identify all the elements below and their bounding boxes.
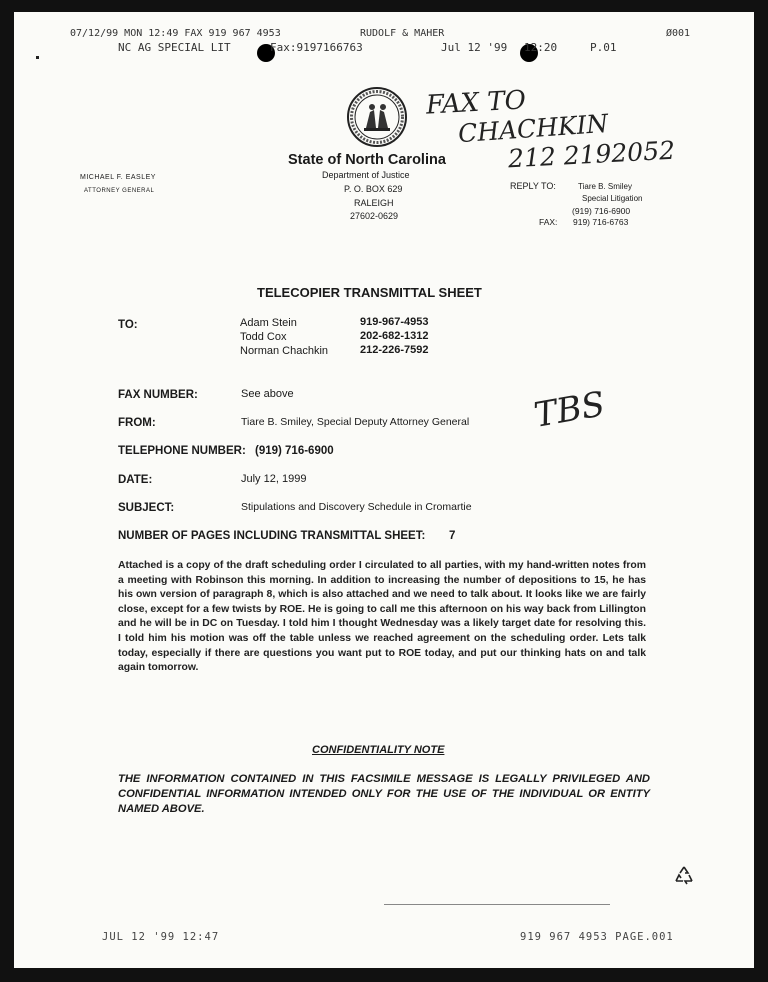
- recipient-name: Todd Cox: [240, 331, 287, 343]
- telephone-value: (919) 716-6900: [255, 445, 334, 457]
- attorney-general-name: MICHAEL F. EASLEY: [80, 174, 156, 181]
- message-body: Attached is a copy of the draft scheduling order I circulated to all parties, with my hand-written notes from a meeting with Robinson this morning. In addition to increasing the number of depositions to 15, he has his own version of paragraph 8, which is also attached and we need to talk about. It looks like we are fairly close, except for a few twists by ROE. He is going to call me this afternoon on his way back from Lillington and he will be in DC on Tuesday. I told him I thought Wednesday was a likely target date for resolving this. I told him his motion was off the table unless we reached agreement on the scheduling order. Lets talk today, especially if there are questions you want put to ROE today, and put our thinking hats on and talk again tomorrow.: [118, 560, 646, 674]
- confidentiality-heading: CONFIDENTIALITY NOTE: [312, 744, 445, 756]
- reply-to-name: Tiare B. Smiley: [578, 182, 632, 191]
- confidentiality-text: THE INFORMATION CONTAINED IN THIS FACSIMILE MESSAGE IS LEGALLY PRIVILEGED AND CONFIDENTIAL INFORMATION INTENDED ONLY FOR THE USE OF THE INDIVIDUAL OR ENTITY NAMED ABOVE.: [118, 773, 650, 815]
- handwritten-fax-to: FAX TO: [425, 85, 527, 121]
- reply-to-fax: 919) 716-6763: [573, 217, 629, 227]
- scan-line: [384, 904, 610, 905]
- fax-origin-time: 12:20: [524, 41, 558, 54]
- recipient-fax: 202-682-1312: [360, 330, 429, 342]
- letterhead-city: RALEIGH: [354, 198, 394, 208]
- reply-to-label: REPLY TO:: [510, 181, 556, 191]
- from-value: Tiare B. Smiley, Special Deputy Attorney General: [241, 416, 470, 428]
- letterhead-pobox: P. O. BOX 629: [344, 184, 403, 194]
- recipient-fax: 212-226-7592: [360, 344, 429, 356]
- telephone-label: TELEPHONE NUMBER:: [118, 445, 246, 457]
- footer-timestamp: JUL 12 '99 12:47: [102, 931, 220, 943]
- letterhead-state: State of North Carolina: [288, 152, 446, 168]
- reply-to-unit: Special Litigation: [582, 194, 643, 203]
- page-count-label: NUMBER OF PAGES INCLUDING TRANSMITTAL SHEET:: [118, 530, 426, 542]
- subject-value: Stipulations and Discovery Schedule in Cromartie: [241, 501, 472, 513]
- fax-origin-page: P.01: [590, 41, 617, 54]
- letterhead-dept: Department of Justice: [322, 170, 410, 180]
- fax-number-label: FAX NUMBER:: [118, 389, 198, 401]
- fax-page: [14, 12, 754, 968]
- page-count-value: 7: [449, 530, 456, 542]
- handwritten-recipient: CHACHKIN: [457, 108, 610, 149]
- state-seal-icon: [346, 86, 408, 148]
- footer-page: 919 967 4953 PAGE.001: [520, 931, 674, 943]
- fax-origin-date: Jul 12 '99: [441, 41, 508, 54]
- attorney-general-title: ATTORNEY GENERAL: [84, 188, 155, 194]
- date-value: July 12, 1999: [241, 473, 307, 485]
- reply-to-phone: (919) 716-6900: [572, 206, 631, 216]
- recipient-name: Norman Chachkin: [240, 345, 329, 357]
- fax-header-line: 07/12/99 MON 12:49 FAX 919 967 4953: [70, 28, 281, 39]
- recipient-fax: 919-967-4953: [360, 316, 429, 328]
- recycle-icon: [672, 864, 696, 888]
- fax-page-code: Ø001: [666, 28, 691, 39]
- fax-sender: RUDOLF & MAHER: [360, 28, 445, 39]
- subject-label: SUBJECT:: [118, 502, 175, 514]
- from-label: FROM:: [118, 417, 156, 429]
- fax-origin-number: Fax:9197166763: [270, 41, 363, 54]
- fax-number-value: See above: [241, 388, 294, 400]
- to-label: TO:: [118, 319, 138, 331]
- handwritten-number: 212 2192052: [507, 135, 676, 174]
- letterhead-zip: 27602-0629: [350, 211, 399, 221]
- date-label: DATE:: [118, 474, 153, 486]
- fax-origin: NC AG SPECIAL LIT: [118, 41, 231, 54]
- signature: TBS: [531, 384, 608, 436]
- sheet-title: TELECOPIER TRANSMITTAL SHEET: [257, 285, 482, 300]
- reply-to-fax-label: FAX:: [539, 217, 558, 227]
- speck: [36, 56, 39, 59]
- recipient-name: Adam Stein: [240, 317, 297, 329]
